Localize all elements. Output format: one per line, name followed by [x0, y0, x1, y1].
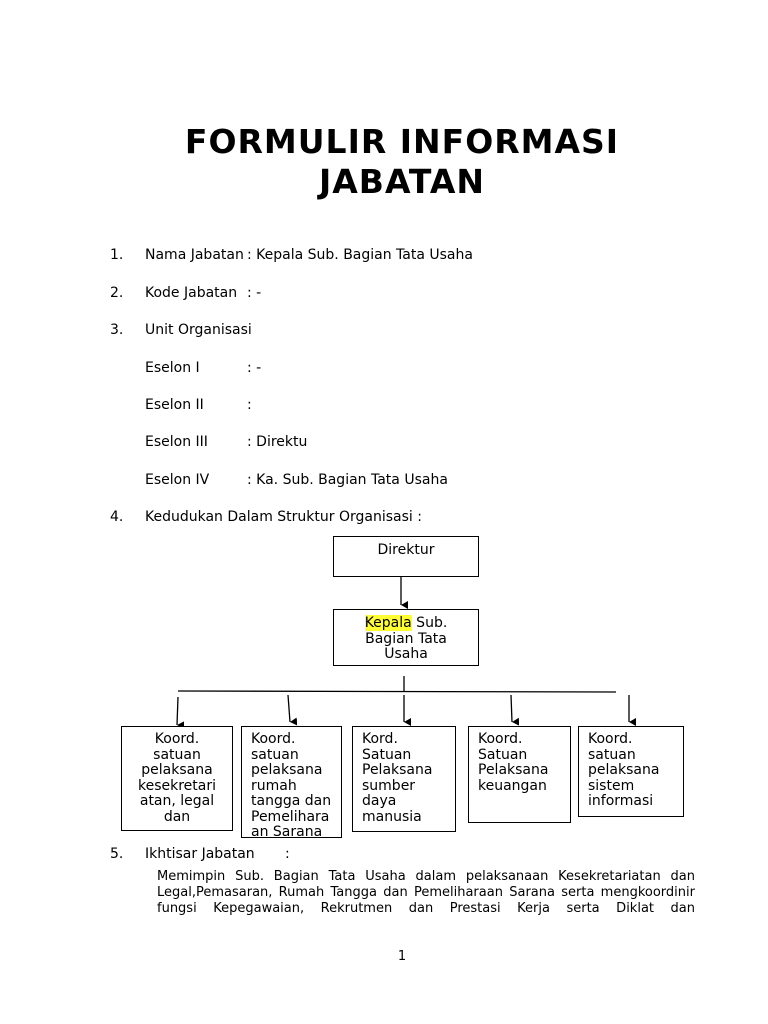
highlighted-word: Kepala	[364, 615, 412, 631]
item-number: 1.	[110, 247, 124, 263]
org-box-koord-keuangan: Koord. Satuan Pelaksana keuangan	[468, 726, 571, 823]
eselon-value: : Direktu	[247, 434, 308, 450]
paragraph-line-1: Memimpin Sub. Bagian Tata Usaha dalam pelaksanaan Kesekretariatan dan	[157, 869, 695, 884]
eselon-label: Eselon III	[145, 434, 208, 450]
item-number: 2.	[110, 285, 124, 301]
ikhtisar-paragraph	[157, 869, 695, 917]
item-label: Kedudukan Dalam Struktur Organisasi :	[145, 509, 422, 525]
eselon-value: :	[247, 397, 252, 413]
paragraph-line-3: fungsi Kepegawaian, Rekrutmen dan Prestasi Kerja serta Diklat dan	[157, 901, 695, 916]
arrow-to-box-4	[511, 695, 512, 722]
item-value: : -	[247, 285, 262, 301]
org-box-text: Direktur	[377, 542, 435, 558]
item-number: 4.	[110, 509, 124, 525]
org-box-koord-kesekretariatan: Koord. satuan pelaksana kesekretari atan, legal dan	[121, 726, 233, 831]
org-box-line-3: Usaha	[384, 646, 428, 662]
title-line-2: JABATAN	[318, 162, 486, 201]
eselon-label: Eselon IV	[145, 472, 210, 488]
item-label: Ikhtisar Jabatan	[145, 846, 255, 862]
org-box-line-2: Bagian Tata	[365, 630, 447, 647]
org-box-koord-rumah-tangga: Koord. satuan pelaksana rumah tangga dan Pemelihara an Sarana	[241, 726, 342, 838]
org-box-line-1: Kepala Sub.	[364, 615, 448, 631]
paragraph-line-2: Legal,Pemasaran, Rumah Tangga dan Pemeliharaan Sarana serta mengkoordinir	[157, 885, 695, 900]
arrow-to-box-1	[177, 697, 178, 725]
page-number: 1	[397, 949, 407, 964]
eselon-value: : Ka. Sub. Bagian Tata Usaha	[247, 472, 448, 488]
item-label: Kode Jabatan	[145, 285, 238, 301]
item-number: 3.	[110, 322, 124, 338]
org-box-koord-sistem-informasi: Koord. satuan pelaksana sistem informasi	[578, 726, 684, 817]
eselon-label: Eselon I	[145, 360, 200, 376]
org-box-direktur	[333, 536, 479, 577]
org-box-kord-sdm: Kord. Satuan Pelaksana sumber daya manusia	[352, 726, 456, 832]
item-value: : Kepala Sub. Bagian Tata Usaha	[247, 247, 473, 263]
item-label: Unit Organisasi	[145, 322, 252, 338]
eselon-value: : -	[247, 360, 262, 376]
eselon-label: Eselon II	[145, 397, 204, 413]
title-line-1: FORMULIR INFORMASI	[184, 122, 620, 161]
org-box-kepala	[333, 609, 479, 666]
arrow-to-box-2	[288, 695, 290, 722]
item-number: 5.	[110, 846, 124, 862]
item-value: :	[285, 846, 290, 862]
horizontal-branch-line	[178, 691, 616, 692]
item-label: Nama Jabatan	[145, 247, 244, 263]
